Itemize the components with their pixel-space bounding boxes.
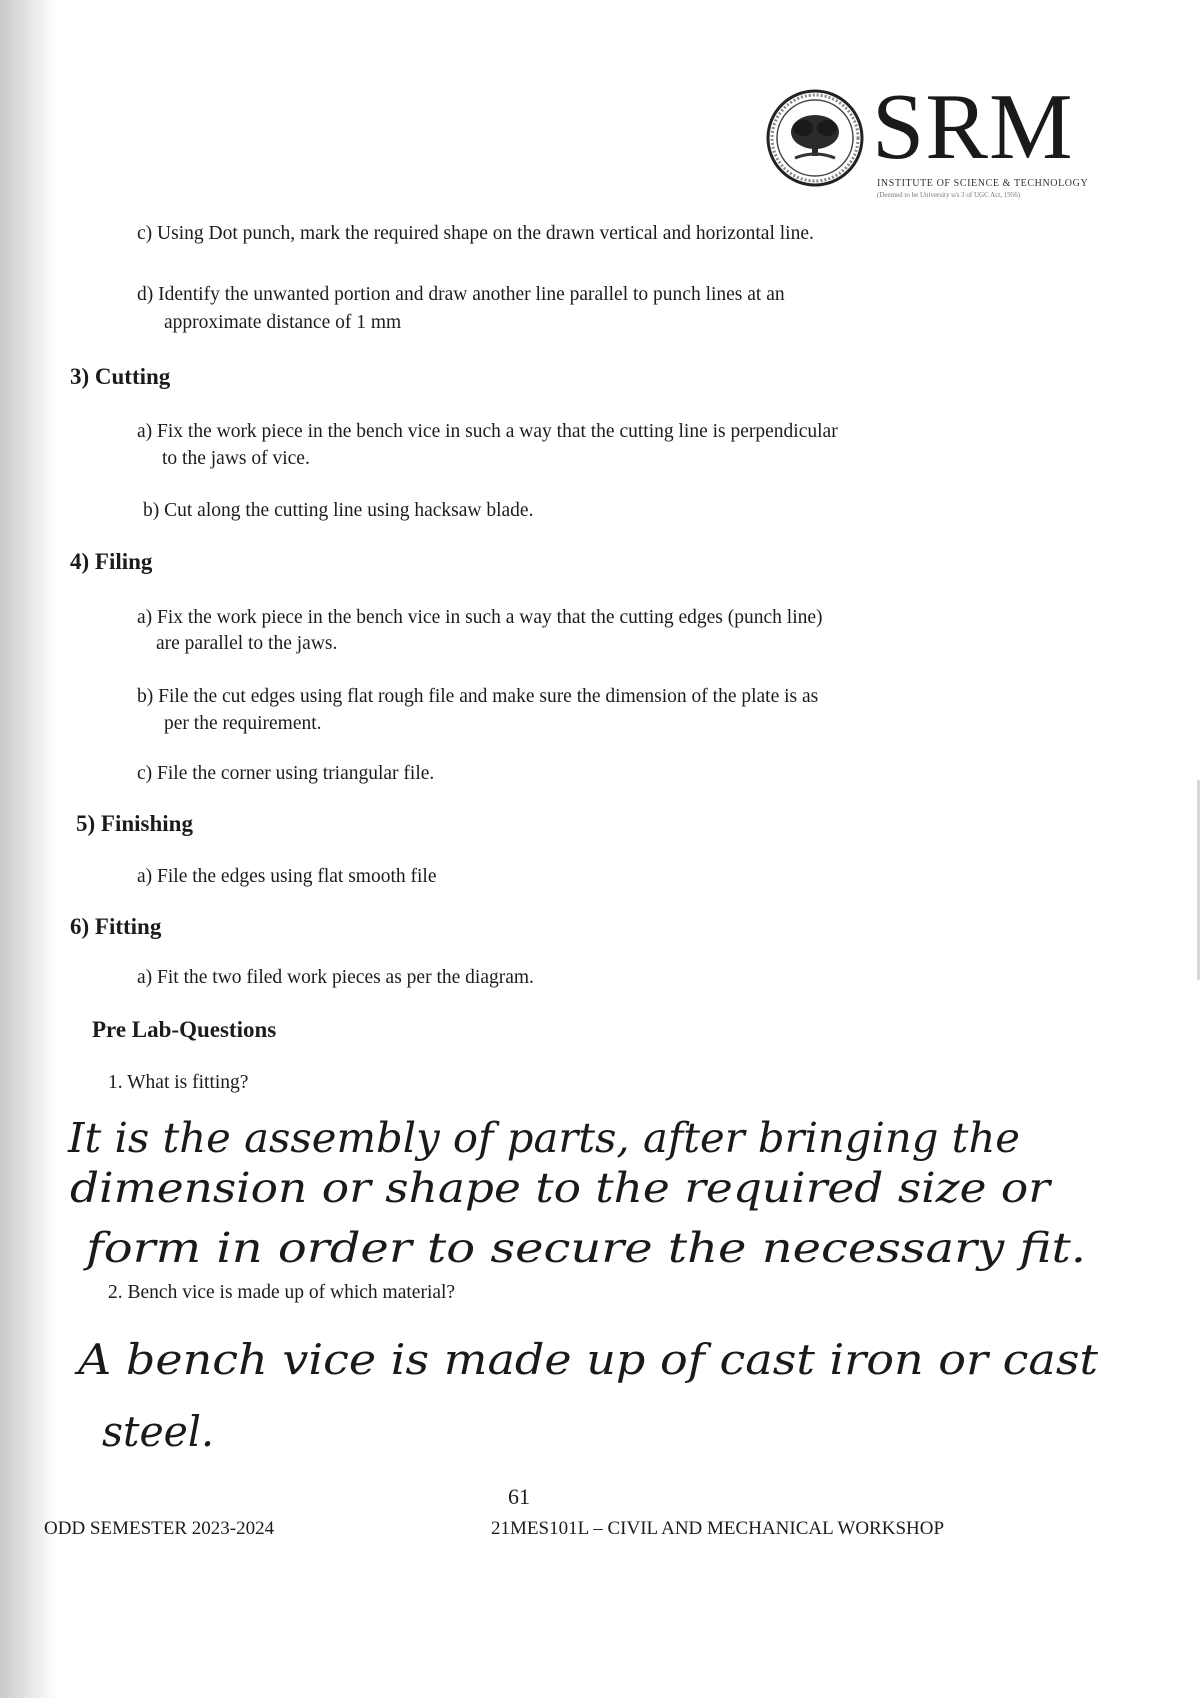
page-number: 61 [508,1484,530,1509]
step-filing-a-line2: are parallel to the jaws. [156,633,338,654]
heading-prelab-questions: Pre Lab-Questions [92,1017,277,1042]
srm-logo [765,75,1125,199]
answer-2-line-1: A bench vice is made up of cast iron or cast [73,1335,1099,1384]
step-cutting-b: b) Cut along the cutting line using hacksaw blade. [143,500,534,521]
handwritten-answer-2 [73,1330,1108,1465]
answer-1-line-2: dimension or shape to the required size or [70,1164,1053,1212]
step-marking-d-line2: approximate distance of 1 mm [164,312,402,333]
step-filing-a-line1: a) Fix the work piece in the bench vice in such a way that the cutting edges (punch line) [137,607,823,628]
heading-fitting: 6) Fitting [70,914,162,939]
step-filing-b-line2: per the requirement. [164,713,322,734]
step-cutting-a-line2: to the jaws of vice. [162,448,310,469]
answer-1-line-3: form in order to secure the necessary fit. [82,1224,1087,1272]
heading-cutting: 3) Cutting [70,364,171,389]
footer-semester: ODD SEMESTER 2023-2024 [44,1518,275,1539]
footer-course: 21MES101L – CIVIL AND MECHANICAL WORKSHOP [491,1518,945,1539]
heading-filing: 4) Filing [70,549,153,574]
answer-1-line-1: It is the assembly of parts, after bringing the [66,1114,1020,1162]
step-marking-d-line1: d) Identify the unwanted portion and draw another line parallel to punch lines at an [137,284,785,305]
step-fitting-a: a) Fit the two filed work pieces as per the diagram. [137,967,534,988]
step-filing-b-line1: b) File the cut edges using flat rough file and make sure the dimension of the plate is as [137,686,819,707]
logo-tagline: (Deemed to be University u/s 3 of UGC Act, 1956) [877,191,1021,199]
answer-2-line-2: steel. [102,1407,214,1456]
logo-subtitle: INSTITUTE OF SCIENCE & TECHNOLOGY [877,178,1089,189]
step-finishing-a: a) File the edges using flat smooth file [137,866,437,887]
prelab-question-2: 2. Bench vice is made up of which material? [108,1282,456,1303]
logo-wordmark: SRM [872,75,1074,179]
handwritten-answer-1 [68,1110,1088,1285]
srm-seal-icon [765,88,865,188]
step-marking-c: c) Using Dot punch, mark the required shape on the drawn vertical and horizontal line. [137,223,814,244]
step-cutting-a-line1: a) Fix the work piece in the bench vice in such a way that the cutting line is perpendicular [137,421,838,442]
step-filing-c: c) File the corner using triangular file. [137,763,435,784]
prelab-question-1: 1. What is fitting? [108,1072,249,1093]
heading-finishing: 5) Finishing [76,811,193,836]
